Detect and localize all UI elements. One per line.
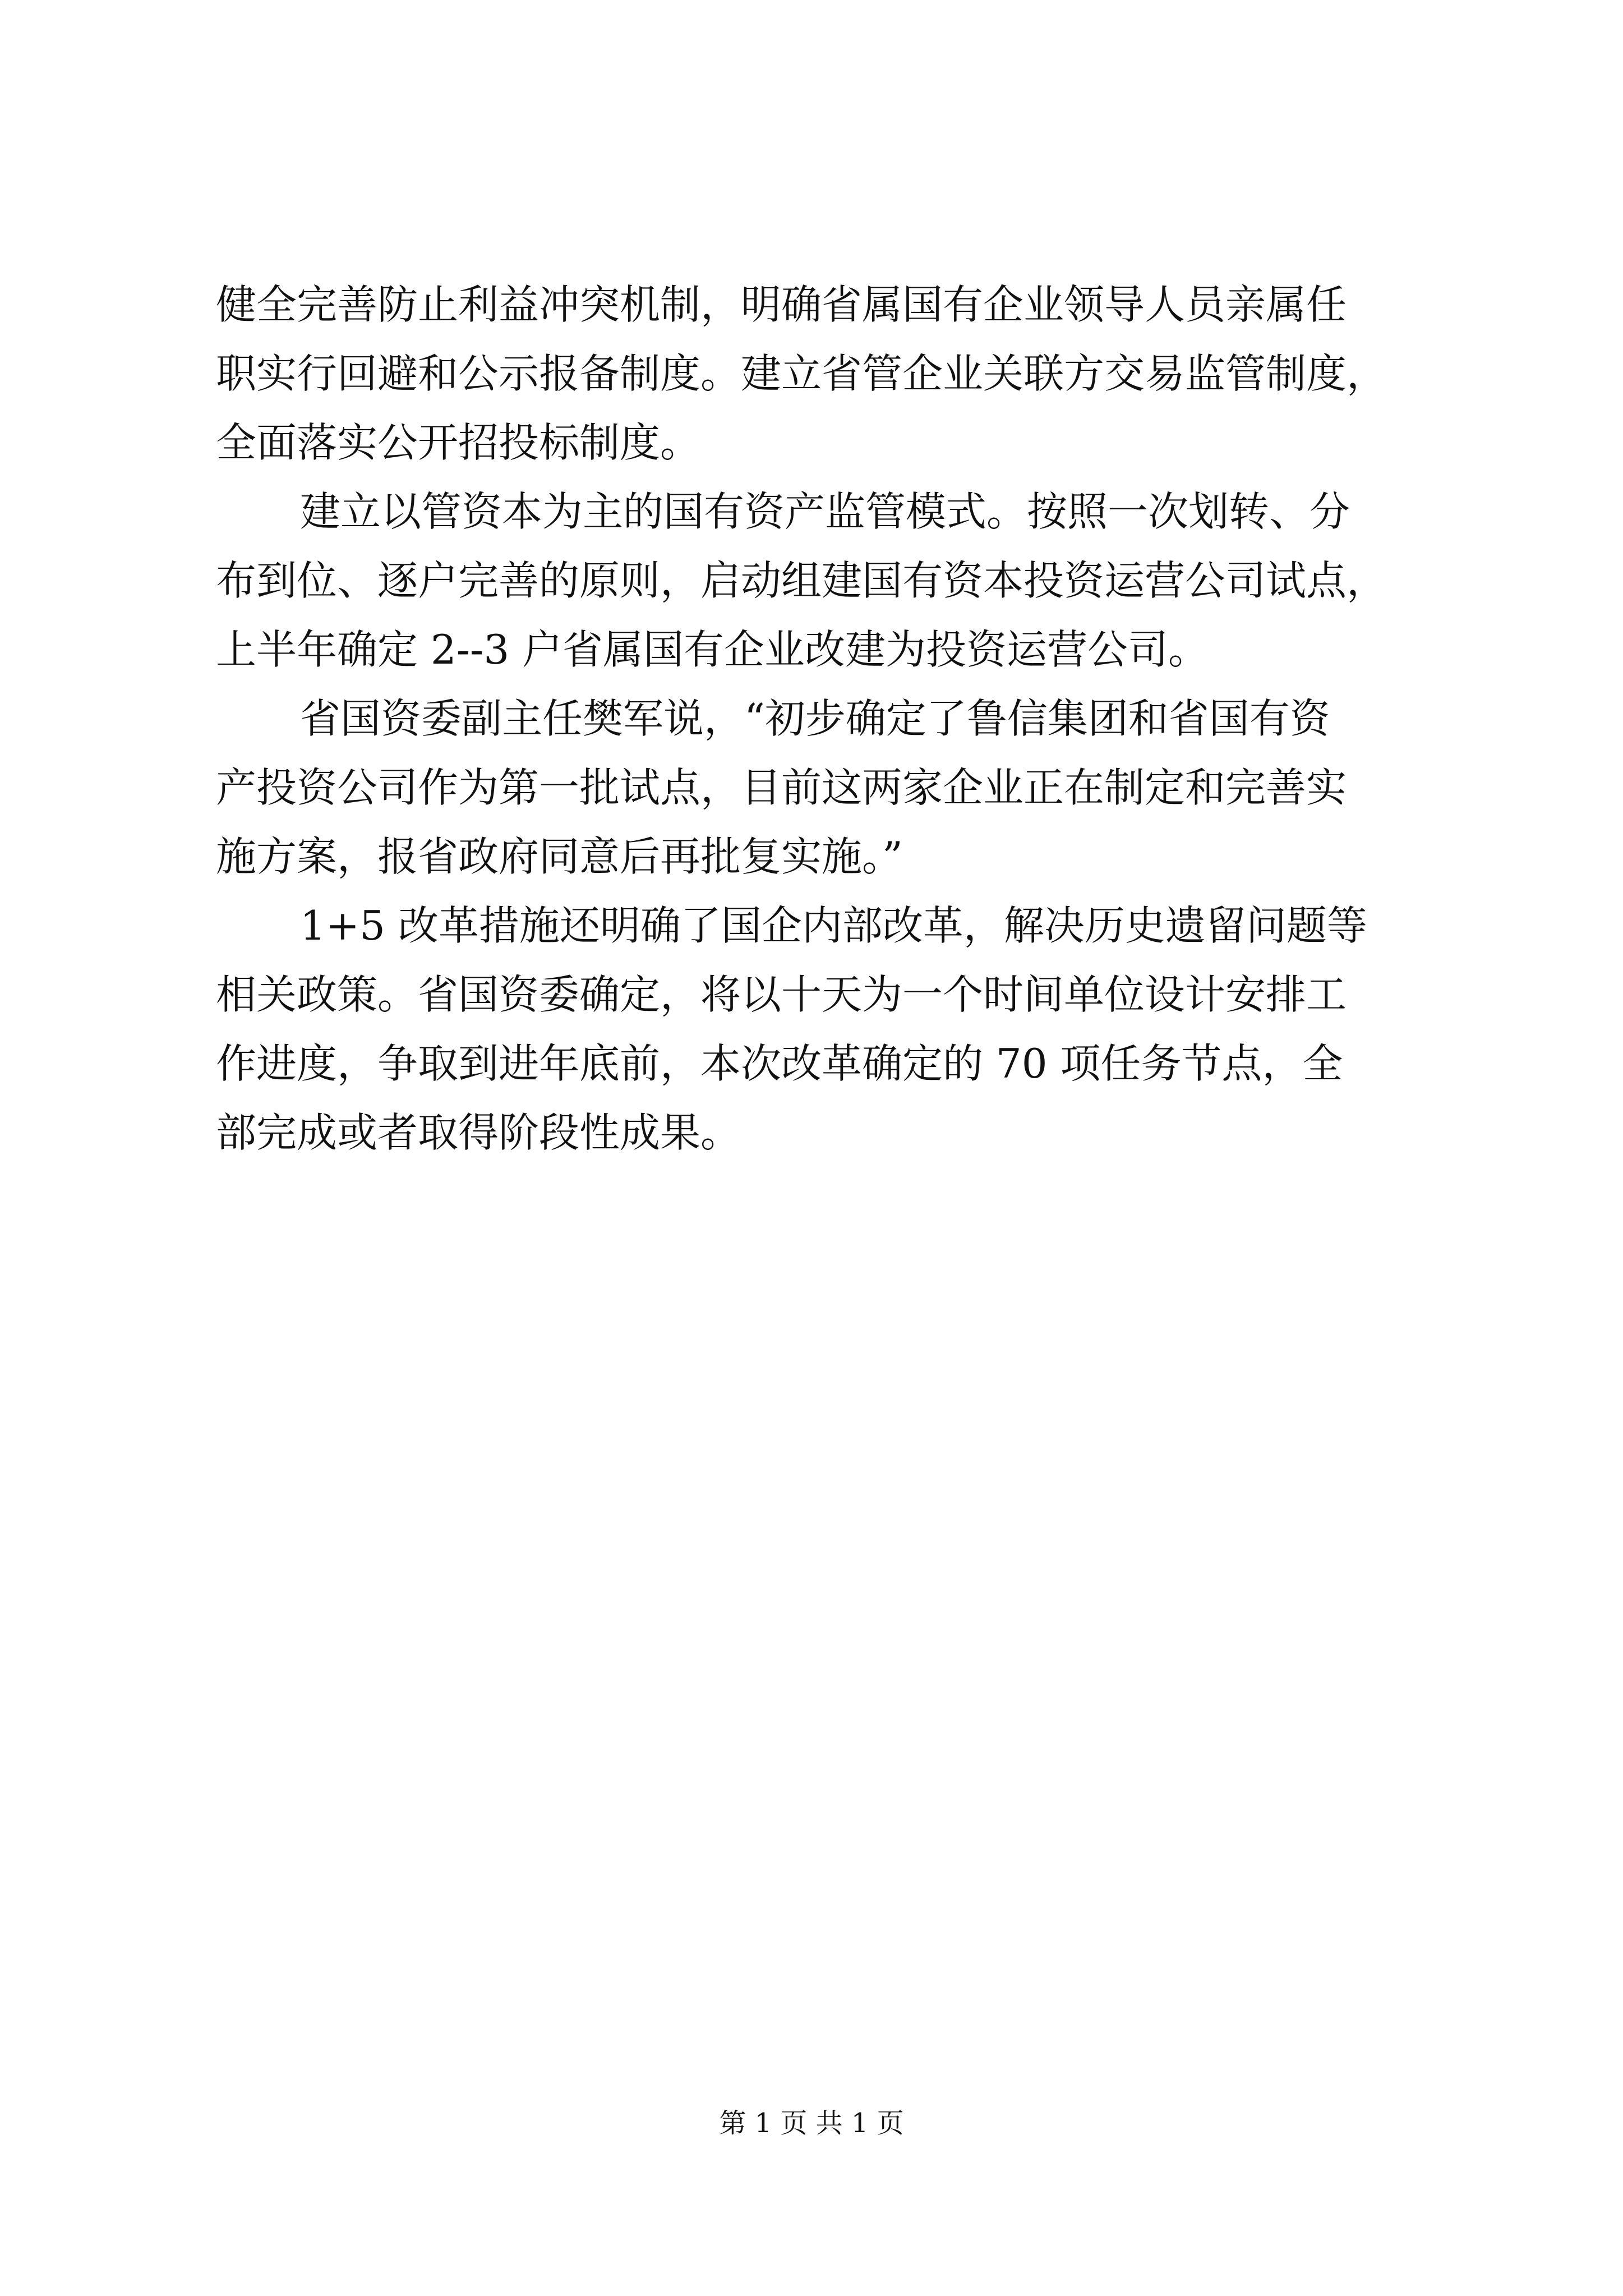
- text-line: 职实行回避和公示报备制度。建立省管企业关联方交易监管制度，: [216, 350, 1387, 397]
- text-line: 产投资公司作为第一批试点，目前这两家企业正在制定和完善实: [216, 764, 1347, 811]
- text-line: 布到位、逐户完善的原则，启动组建国有资本投资运营公司试点，: [216, 557, 1387, 604]
- page-number-footer: 第 1 页 共 1 页: [719, 2108, 904, 2139]
- text-line: 建立以管资本为主的国有资产监管模式。按照一次划转、分: [300, 488, 1350, 535]
- text-line: 相关政策。省国资委确定，将以十天为一个时间单位设计安排工: [216, 971, 1347, 1018]
- text-line: 上半年确定 2--3 户省属国有企业改建为投资运营公司。: [216, 626, 1209, 673]
- text-line: 部完成或者取得阶段性成果。: [216, 1109, 741, 1156]
- text-line: 全面落实公开招投标制度。: [216, 419, 701, 466]
- text-line: 作进度，争取到进年底前，本次改革确定的 70 项任务节点，全: [216, 1040, 1343, 1087]
- text-line: 健全完善防止利益冲突机制，明确省属国有企业领导人员亲属任: [216, 281, 1347, 328]
- text-line: 1+5 改革措施还明确了国企内部改革，解决历史遗留问题等: [300, 902, 1367, 949]
- document-body: [216, 270, 1450, 1167]
- text-line: 施方案，报省政府同意后再批复实施。”: [216, 833, 903, 880]
- text-line: 省国资委副主任樊军说，“初步确定了鲁信集团和省国有资: [300, 695, 1330, 742]
